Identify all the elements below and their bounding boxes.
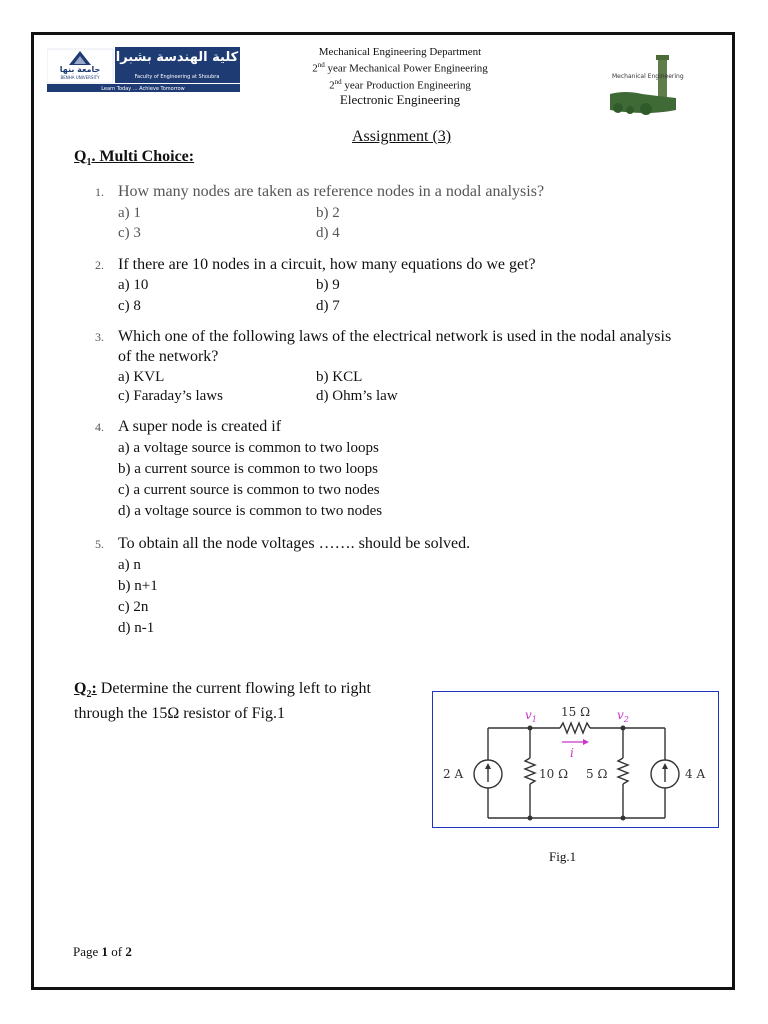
option-a: a) 10 bbox=[118, 277, 149, 293]
header-year-prod: 2nd year Production Engineering bbox=[329, 77, 471, 92]
option-b: b) 2 bbox=[316, 205, 340, 221]
question-text: A super node is created if bbox=[118, 418, 282, 435]
option-d: d) n-1 bbox=[118, 620, 155, 636]
svg-text:BENHA UNIVERSITY: BENHA UNIVERSITY bbox=[60, 75, 100, 80]
option-c: c) 8 bbox=[118, 298, 141, 314]
label-source-2a: 2 A bbox=[443, 767, 464, 781]
university-logo bbox=[47, 47, 240, 92]
question-text: To obtain all the node voltages ……. should be solved. bbox=[118, 535, 471, 552]
node-v2 bbox=[621, 726, 626, 731]
option-c: c) a current source is common to two nodes bbox=[118, 482, 380, 498]
option-c: c) Faraday’s laws bbox=[118, 388, 223, 404]
question-number: 2. bbox=[95, 258, 104, 272]
header-block bbox=[290, 46, 510, 107]
label-current: i bbox=[570, 746, 574, 760]
assignment-title: Assignment (3) bbox=[352, 128, 452, 145]
option-b: b) a current source is common to two loops bbox=[118, 461, 378, 477]
option-b: b) n+1 bbox=[118, 578, 158, 594]
label-r10: 10 Ω bbox=[539, 767, 569, 781]
option-a: a) a voltage source is common to two loops bbox=[118, 440, 379, 456]
header-department: Mechanical Engineering Department bbox=[318, 46, 482, 58]
question-number: 4. bbox=[95, 420, 104, 434]
header-course: Electronic Engineering bbox=[339, 92, 461, 108]
svg-text:جامعة بنها: جامعة بنها bbox=[59, 65, 101, 74]
question-number: 5. bbox=[95, 537, 104, 551]
question-text: If there are 10 nodes in a circuit, how many equations do we get? bbox=[118, 256, 536, 273]
q2-text: $Q_2$: Determine the current flowing left to right through the 15Ω resistor of Fig.1 bbox=[74, 680, 371, 723]
figure-caption: Fig.1 bbox=[549, 849, 577, 864]
option-c: c) 2n bbox=[118, 599, 149, 615]
node-v1 bbox=[528, 726, 533, 731]
svg-text:كلية الهندسة بشبرا: كلية الهندسة بشبرا bbox=[115, 50, 239, 65]
circuit-wires bbox=[474, 723, 679, 818]
header-year-mech: 2nd year Mechanical Power Engineering bbox=[312, 61, 488, 75]
label-source-4a: 4 A bbox=[685, 767, 706, 781]
question-number: 3. bbox=[95, 330, 104, 344]
option-d: d) Ohm’s law bbox=[316, 388, 398, 404]
option-a: a) n bbox=[118, 557, 141, 573]
svg-text:Learn Today ... Achieve Tomorr: Learn Today ... Achieve Tomorrow bbox=[101, 86, 185, 92]
label-r5: 5 Ω bbox=[586, 767, 608, 781]
question-text: How many nodes are taken as reference nodes in a nodal analysis? bbox=[118, 183, 545, 200]
option-d: d) 4 bbox=[316, 225, 340, 241]
question-number: 1. bbox=[95, 185, 104, 199]
page-number: Page 1 of 2 bbox=[73, 944, 132, 959]
svg-text:Faculty of Engineering at Shou: Faculty of Engineering at Shoubra bbox=[134, 74, 220, 80]
department-logo bbox=[606, 52, 686, 118]
q1-title: $Q_1$. Multi Choice: bbox=[74, 148, 195, 169]
q2-label: $Q_2$: bbox=[74, 680, 97, 701]
option-d: d) 7 bbox=[316, 298, 340, 314]
option-b: b) KCL bbox=[316, 369, 363, 385]
dept-logo-text: Mechanical Engineering bbox=[612, 73, 684, 80]
label-v1: $v_1$ bbox=[525, 708, 537, 724]
option-c: c) 3 bbox=[118, 225, 141, 241]
question-text-line2: of the network? bbox=[118, 348, 219, 365]
label-v2: $v_2$ bbox=[617, 708, 629, 724]
option-a: a) 1 bbox=[118, 205, 141, 221]
option-a: a) KVL bbox=[118, 369, 165, 385]
circuit-figure bbox=[432, 691, 719, 828]
question-text-line1: Which one of the following laws of the electrical network is used in the nodal analysis bbox=[118, 328, 672, 345]
option-b: b) 9 bbox=[316, 277, 340, 293]
label-r15: 15 Ω bbox=[561, 705, 591, 719]
option-d: d) a voltage source is common to two nodes bbox=[118, 503, 383, 519]
